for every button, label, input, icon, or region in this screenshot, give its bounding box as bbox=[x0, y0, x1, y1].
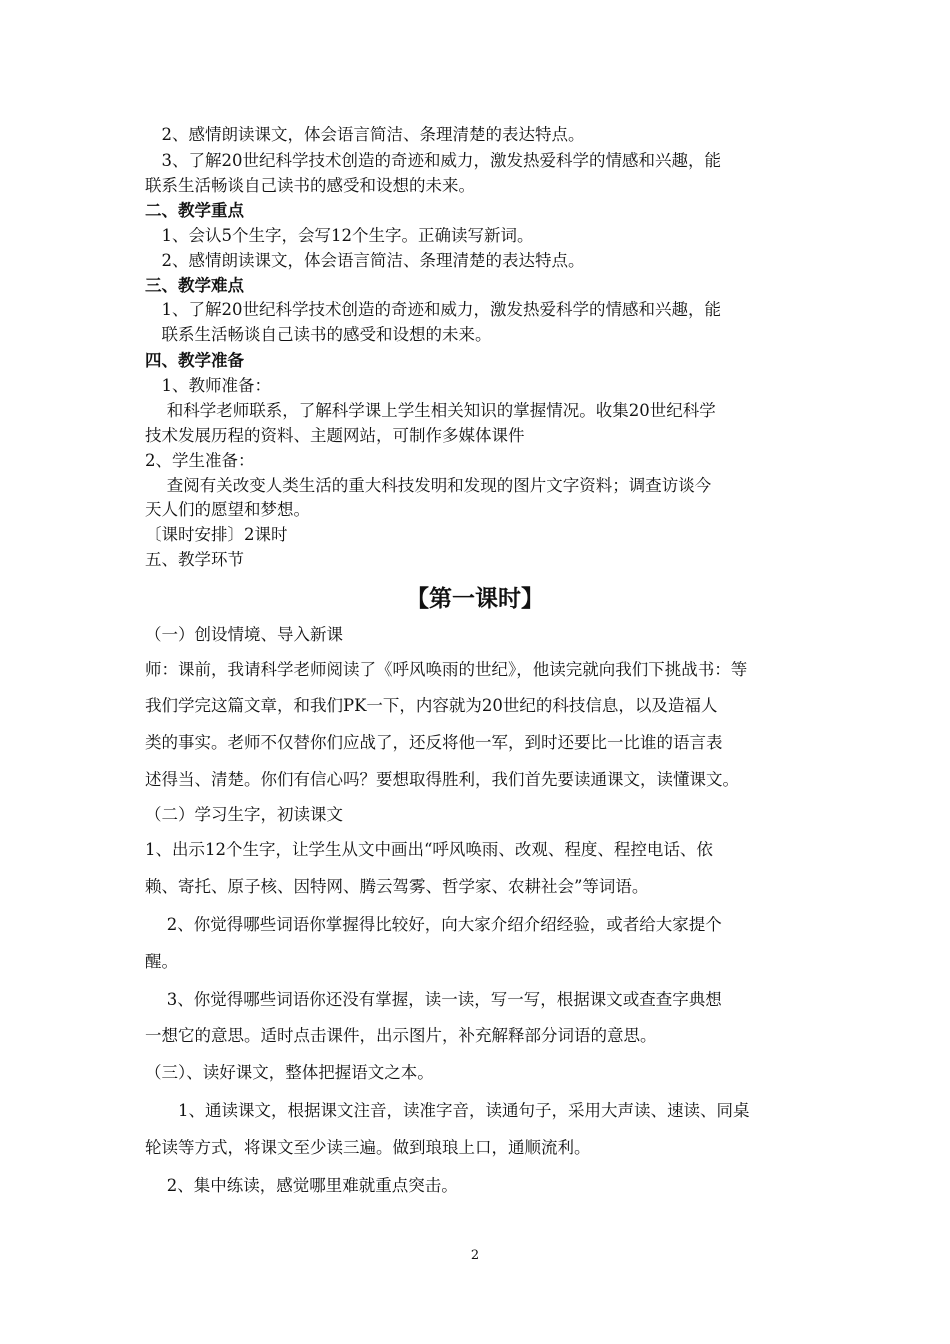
paragraph-line: 1、通读课文，根据课文注音，读准字音，读通句子，采用大声读、速读、同桌 bbox=[145, 1101, 750, 1120]
paragraph-line: 类的事实。老师不仅替你们应战了，还反将他一军，到时还要比一比谁的语言表 bbox=[145, 733, 723, 752]
paragraph-line: 联系生活畅谈自己读书的感受和设想的未来。 bbox=[145, 176, 475, 195]
paragraph-line: 2、感情朗读课文，体会语言简洁、条理清楚的表达特点。 bbox=[145, 251, 585, 270]
paragraph-line: 2、你觉得哪些词语你掌握得比较好，向大家介绍介绍经验，或者给大家提个 bbox=[145, 915, 722, 934]
paragraph-line: 〔课时安排〕2课时 bbox=[145, 525, 288, 544]
paragraph-line: （三）、读好课文，整体把握语文之本。 bbox=[145, 1063, 434, 1082]
paragraph-line: 3、了解20世纪科学技术创造的奇迹和威力，激发热爱科学的情感和兴趣，能 bbox=[145, 151, 721, 170]
paragraph-line: 3、你觉得哪些词语你还没有掌握，读一读，写一写，根据课文或查查字典想 bbox=[145, 990, 722, 1009]
paragraph-line: 赖、寄托、原子核、因特网、腾云驾雾、哲学家、农耕社会”等词语。 bbox=[145, 877, 649, 896]
paragraph-line: 1、会认5个生字，会写12个生字。正确读写新词。 bbox=[145, 226, 534, 245]
paragraph-line: 查阅有关改变人类生活的重大科技发明和发现的图片文字资料；调查访谈今 bbox=[145, 476, 712, 495]
page-number: 2 bbox=[470, 1248, 480, 1263]
paragraph-line: 2、感情朗读课文，体会语言简洁、条理清楚的表达特点。 bbox=[145, 125, 585, 144]
section-heading: 三、教学难点 bbox=[145, 276, 244, 295]
paragraph-line: （一）创设情境、导入新课 bbox=[145, 625, 343, 644]
paragraph-line: 2、学生准备： bbox=[145, 451, 255, 470]
paragraph-line: 五、教学环节 bbox=[145, 550, 244, 569]
paragraph-line: 技术发展历程的资料、主题网站，可制作多媒体课件 bbox=[145, 426, 525, 445]
paragraph-line: 2、集中练读，感觉哪里难就重点突击。 bbox=[145, 1176, 458, 1195]
section-heading: 四、教学准备 bbox=[145, 351, 244, 370]
paragraph-line: 述得当、清楚。你们有信心吗？要想取得胜利，我们首先要读通课文，读懂课文。 bbox=[145, 770, 739, 789]
paragraph-line: 联系生活畅谈自己读书的感受和设想的未来。 bbox=[145, 325, 492, 344]
paragraph-line: 1、教师准备： bbox=[145, 376, 271, 395]
lesson-title: 【第一课时】 bbox=[406, 586, 544, 612]
paragraph-line: 和科学老师联系，了解科学课上学生相关知识的掌握情况。收集20世纪科学 bbox=[145, 401, 716, 420]
paragraph-line: 我们学完这篇文章，和我们PK一下，内容就为20世纪的科技信息，以及造福人 bbox=[145, 696, 718, 715]
paragraph-line: 一想它的意思。适时点击课件，出示图片，补充解释部分词语的意思。 bbox=[145, 1026, 657, 1045]
paragraph-line: 1、了解20世纪科学技术创造的奇迹和威力，激发热爱科学的情感和兴趣，能 bbox=[145, 300, 721, 319]
paragraph-line: （二）学习生字，初读课文 bbox=[145, 805, 343, 824]
section-heading: 二、教学重点 bbox=[145, 201, 244, 220]
paragraph-line: 轮读等方式，将课文至少读三遍。做到琅琅上口，通顺流利。 bbox=[145, 1138, 591, 1157]
paragraph-line: 醒。 bbox=[145, 952, 178, 971]
paragraph-line: 师：课前，我请科学老师阅读了《呼风唤雨的世纪》，他读完就向我们下挑战书：等 bbox=[145, 660, 748, 679]
paragraph-line: 天人们的愿望和梦想。 bbox=[145, 500, 310, 519]
paragraph-line: 1、出示12个生字，让学生从文中画出“呼风唤雨、改观、程度、程控电话、依 bbox=[145, 840, 713, 859]
